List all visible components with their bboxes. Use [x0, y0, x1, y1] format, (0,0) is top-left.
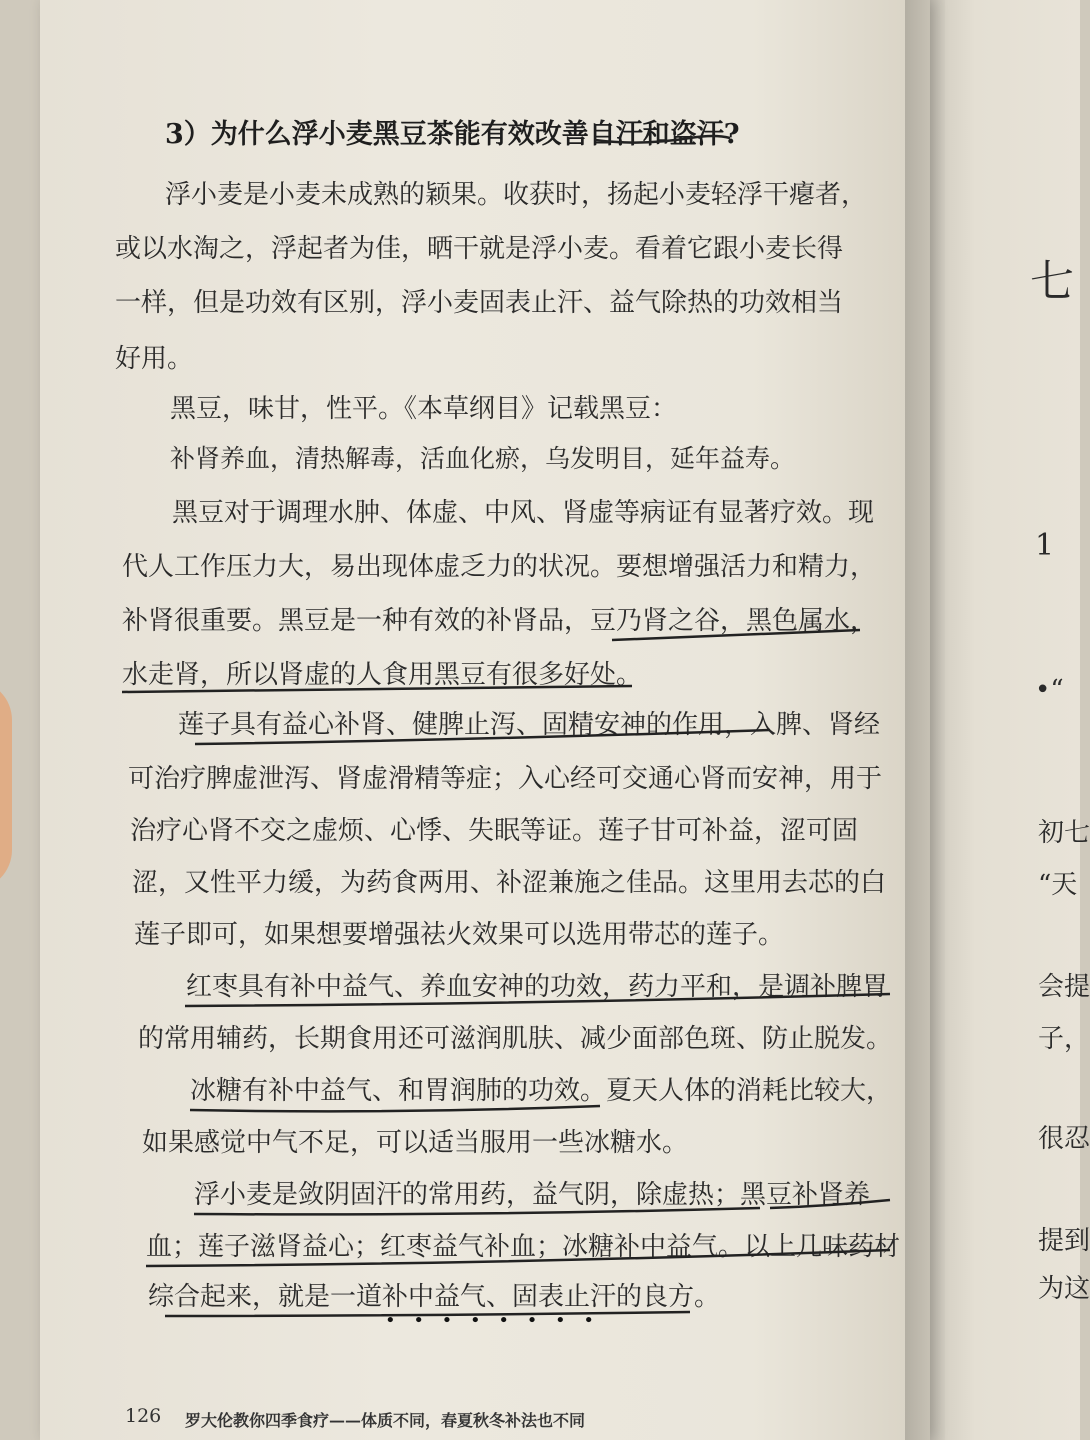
underline-mark — [612, 630, 860, 640]
body-line: 红枣具有补中益气、养血安神的功效，药力平和，是调补脾胃 — [186, 972, 889, 1002]
underline-mark — [122, 686, 632, 692]
next-page-fragment: “天 — [1038, 870, 1078, 900]
underline-mark — [146, 1250, 890, 1266]
body-line: 的常用辅药，长期食用还可滋润肌肤、减少面部色斑、防止脱发。 — [138, 1024, 893, 1054]
body-line: 黑豆对于调理水肿、体虚、中风、肾虚等病证有显著疗效。现 — [172, 498, 875, 528]
next-page-bullet: •“ — [1035, 675, 1064, 705]
next-page-number: 1 — [1035, 528, 1055, 563]
body-line: 浮小麦是小麦未成熟的颖果。收获时，扬起小麦轻浮干瘪者， — [165, 180, 868, 210]
quote-line: 补肾养血，清热解毒，活血化瘀，乌发明目，延年益寿。 — [170, 444, 796, 473]
body-line: 如果感觉中气不足，可以适当服用一些冰糖水。 — [142, 1128, 689, 1158]
running-footer-title: 罗大伦教你四季食疗——体质不同，春夏秋冬补法也不同 — [185, 1411, 586, 1430]
underline-mark — [185, 994, 890, 1006]
body-line: 代人工作压力大，易出现体虚乏力的状况。要想增强活力和精力， — [122, 552, 877, 582]
next-page-fragment: 提到 — [1038, 1226, 1090, 1256]
next-page-fragment: 子， — [1038, 1024, 1090, 1054]
body-line: 综合起来，就是一道补中益气、固表止汗的良方。 — [148, 1282, 721, 1312]
body-line: 冰糖有补中益气、和胃润肺的功效。夏天人体的消耗比较大， — [190, 1076, 893, 1106]
next-page-fragment: 很忍 — [1038, 1124, 1090, 1154]
page-number: 126 — [125, 1405, 162, 1427]
emphasis-dots: • • • • • • • • — [385, 1310, 600, 1331]
underline-mark — [195, 730, 770, 744]
next-page-chapter: 七 — [1030, 256, 1074, 307]
section-heading: 3）为什么浮小麦黑豆茶能有效改善自汗和盗汗? — [165, 119, 740, 150]
body-line: 黑豆，味甘，性平。《本草纲目》记载黑豆： — [170, 394, 678, 424]
underline-mark — [194, 1208, 760, 1214]
body-line: 可治疗脾虚泄泻、肾虚滑精等症；入心经可交通心肾而安神，用于 — [128, 764, 883, 794]
next-page-fragment: 为这 — [1038, 1274, 1090, 1304]
underline-mark — [595, 136, 730, 143]
underline-mark — [770, 1200, 890, 1208]
body-line: 治疗心肾不交之虚烦、心悸、失眠等证。莲子甘可补益，涩可固 — [130, 816, 859, 846]
body-line: 涩，又性平力缓，为药食两用、补涩兼施之佳品。这里用去芯的白 — [132, 868, 887, 898]
body-line: 血；莲子滋肾益心；红枣益气补血；冰糖补中益气。以上几味药材 — [146, 1232, 901, 1262]
next-page-fragment: 初七 — [1038, 818, 1090, 848]
body-line: 补肾很重要。黑豆是一种有效的补肾品，豆乃肾之谷，黑色属水， — [122, 606, 877, 636]
next-page-fragment: 会提 — [1038, 972, 1090, 1002]
body-line: 水走肾，所以肾虚的人食用黑豆有很多好处。 — [122, 660, 643, 690]
underline-mark — [190, 1106, 600, 1111]
body-line: 莲子即可，如果想要增强祛火效果可以选用带芯的莲子。 — [134, 920, 785, 950]
body-line: 浮小麦是敛阴固汗的常用药，益气阴，除虚热；黑豆补肾养 — [194, 1180, 871, 1210]
body-line: 好用。 — [115, 344, 194, 374]
body-line: 莲子具有益心补肾、健脾止泻、固精安神的作用，入脾、肾经 — [178, 710, 881, 740]
body-line: 一样，但是功效有区别，浮小麦固表止汗、益气除热的功效相当 — [115, 288, 844, 318]
body-line: 或以水淘之，浮起者为佳，晒干就是浮小麦。看着它跟小麦长得 — [115, 234, 844, 264]
